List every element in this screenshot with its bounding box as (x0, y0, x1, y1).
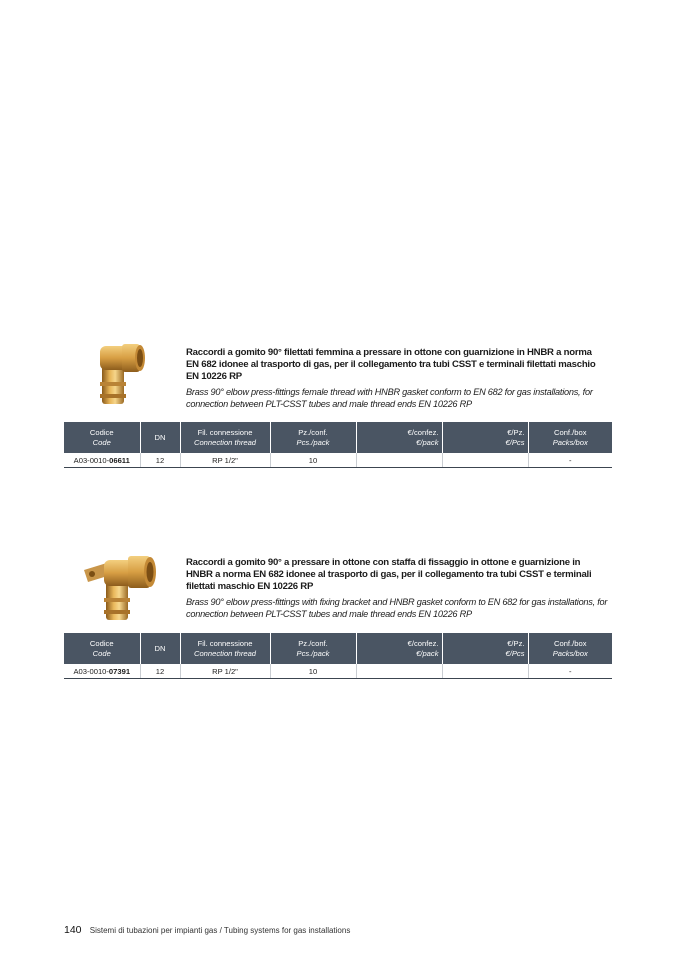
cell-packs-box: - (528, 453, 612, 468)
page-number: 140 (64, 924, 82, 936)
cell-eur-pcs (442, 664, 528, 679)
col-header-thread: Fil. connessione Connection thread (180, 422, 270, 453)
spec-table (64, 422, 612, 468)
brass-elbow-fitting-icon (78, 338, 166, 406)
table-row (64, 664, 612, 679)
col-header-pcs-pack: Pz./conf. Pcs./pack (270, 422, 356, 453)
product-title-it: Raccordi a gomito 90° filettati femmina a pressare in ottone con guarnizione in HNBR a norma EN 682 idonee al trasporto di gas, per il collegamento tra tubi CSST e terminali filettati maschio EN 10226 RP (186, 347, 596, 382)
cell-dn: 12 (140, 664, 180, 679)
table-header-row (64, 633, 612, 664)
col-header-dn: DN (140, 633, 180, 664)
page-footer (64, 924, 350, 936)
col-header-eur-pack: €/confez. €/pack (356, 633, 442, 664)
col-header-eur-pcs: €/Pz. €/Pcs (442, 633, 528, 664)
cell-dn: 12 (140, 453, 180, 468)
cell-code: A03-0010-07391 (64, 664, 140, 679)
footer-text: Sistemi di tubazioni per impianti gas / Tubing systems for gas installations (89, 926, 351, 935)
col-header-packs-box: Conf./box Packs/box (528, 422, 612, 453)
cell-thread: RP 1/2" (180, 664, 270, 679)
col-header-eur-pcs: €/Pz. €/Pcs (442, 422, 528, 453)
col-header-packs-box: Conf./box Packs/box (528, 633, 612, 664)
brass-elbow-bracket-fitting-icon (80, 552, 170, 622)
cell-eur-pack (356, 453, 442, 468)
product-title-en: Brass 90° elbow press-fittings with fixing bracket and HNBR gasket conform to EN 682 for gas installations, for connection between PLT-CSST tubes and male thread ends EN 10226 RP (186, 597, 608, 619)
col-header-code: Codice Code (64, 633, 140, 664)
col-header-pcs-pack: Pz./conf. Pcs./pack (270, 633, 356, 664)
cell-pcs-pack: 10 (270, 453, 356, 468)
col-header-thread: Fil. connessione Connection thread (180, 633, 270, 664)
product-title-en: Brass 90° elbow press-fittings female thread with HNBR gasket conform to EN 682 for gas installations, for connection between PLT-CSST tubes and male thread ends EN 10226 RP (186, 387, 593, 409)
col-header-code: Codice Code (64, 422, 140, 453)
cell-code: A03-0010-06611 (64, 453, 140, 468)
cell-eur-pcs (442, 453, 528, 468)
col-header-eur-pack: €/confez. €/pack (356, 422, 442, 453)
product-title-it: Raccordi a gomito 90° a pressare in ottone con staffa di fissaggio in ottone e guarnizione in HNBR a norma EN 682 idonee al trasporto di gas, per il collegamento tra tubi CSST e terminali filettati maschio EN 10226 RP (186, 557, 592, 592)
table-header-row (64, 422, 612, 453)
col-header-dn: DN (140, 422, 180, 453)
cell-thread: RP 1/2" (180, 453, 270, 468)
cell-eur-pack (356, 664, 442, 679)
cell-packs-box: - (528, 664, 612, 679)
cell-pcs-pack: 10 (270, 664, 356, 679)
spec-table (64, 633, 612, 679)
table-row (64, 453, 612, 468)
